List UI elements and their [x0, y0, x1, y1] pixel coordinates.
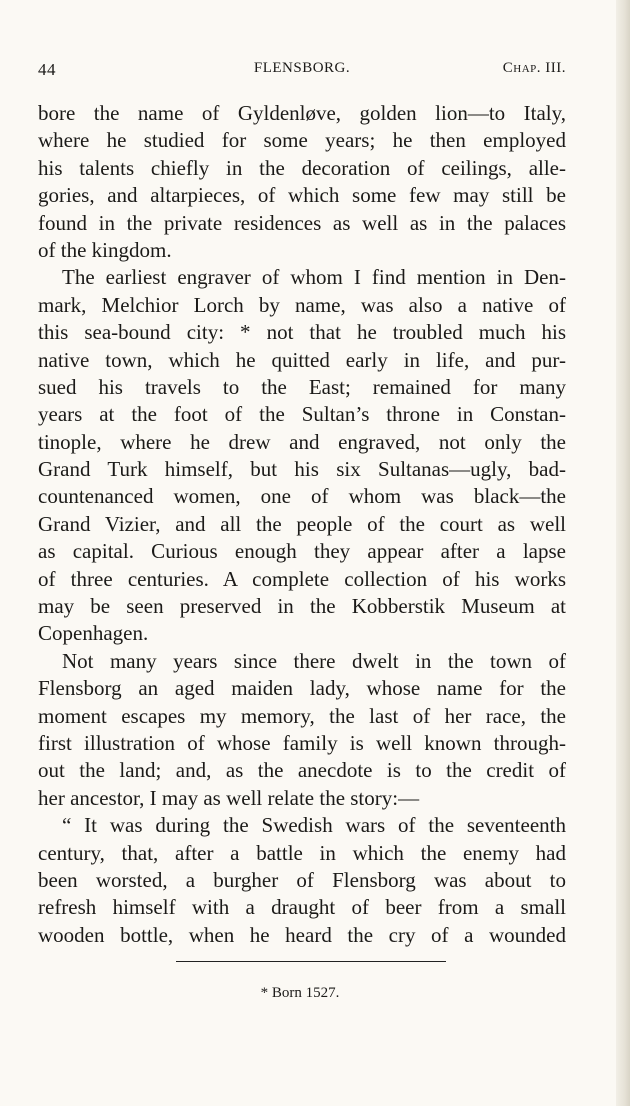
text-line: may be seen preserved in the Kobberstik Museum at	[38, 594, 566, 619]
text-line: as capital. Curious enough they appear after a lapse	[38, 539, 566, 564]
text-line: first illustration of whose family is well known through-	[38, 730, 566, 755]
footnote-rule	[176, 961, 446, 962]
page-edge-shadow	[616, 0, 630, 1106]
text-line: wooden bottle, when he heard the cry of a wounded	[38, 922, 566, 947]
text-line: century, that, after a battle in which the enemy had	[38, 840, 566, 865]
text-line: refresh himself with a draught of beer from a small	[38, 895, 566, 920]
running-header	[38, 60, 566, 84]
text-line: her ancestor, I may as well relate the story:—	[38, 785, 420, 810]
body-text	[38, 100, 566, 949]
text-line: been worsted, a burgher of Flensborg was about to	[38, 867, 566, 892]
page-number: 44	[38, 60, 56, 79]
text-line: this sea-bound city: * not that he troubled much his	[38, 320, 566, 345]
text-line: Grand Turk himself, but his six Sultanas—ugly, bad-	[38, 457, 566, 482]
text-line: of the kingdom.	[38, 237, 172, 262]
text-line: tinople, where he drew and engraved, not only the	[38, 429, 566, 454]
text-line: mark, Melchior Lorch by name, was also a native of	[38, 292, 566, 317]
text-line: Grand Vizier, and all the people of the court as well	[38, 511, 566, 536]
text-line: gories, and altarpieces, of which some few may still be	[38, 183, 566, 208]
text-line: Copenhagen.	[38, 621, 149, 646]
text-line: moment escapes my memory, the last of her race, the	[38, 703, 566, 728]
text-line: out the land; and, as the anecdote is to the credit of	[38, 758, 566, 783]
footnote: * Born 1527.	[260, 985, 340, 1001]
text-line: The earliest engraver of whom I find mention in Den-	[62, 265, 566, 290]
text-line: years at the foot of the Sultan’s throne in Constan-	[38, 402, 566, 427]
text-line: bore the name of Gyldenløve, golden lion—to Italy,	[38, 101, 566, 125]
text-line: “ It was during the Swedish wars of the seventeenth	[62, 813, 566, 838]
text-line: countenanced women, one of whom was black—the	[38, 484, 566, 509]
chapter-label: Chap. III.	[502, 60, 566, 76]
text-line: sued his travels to the East; remained for many	[38, 374, 566, 399]
text-line: found in the private residences as well as in the palaces	[38, 210, 566, 235]
text-line: Flensborg an aged maiden lady, whose name for the	[38, 676, 566, 701]
text-line: his talents chiefly in the decoration of ceilings, alle-	[38, 155, 566, 180]
text-line: where he studied for some years; he then employed	[38, 128, 566, 153]
running-title: FLENSBORG.	[253, 60, 351, 76]
text-line: native town, which he quitted early in life, and pur-	[38, 347, 566, 372]
text-line: of three centuries. A complete collection of his works	[38, 566, 566, 591]
text-line: Not many years since there dwelt in the town of	[62, 648, 566, 673]
